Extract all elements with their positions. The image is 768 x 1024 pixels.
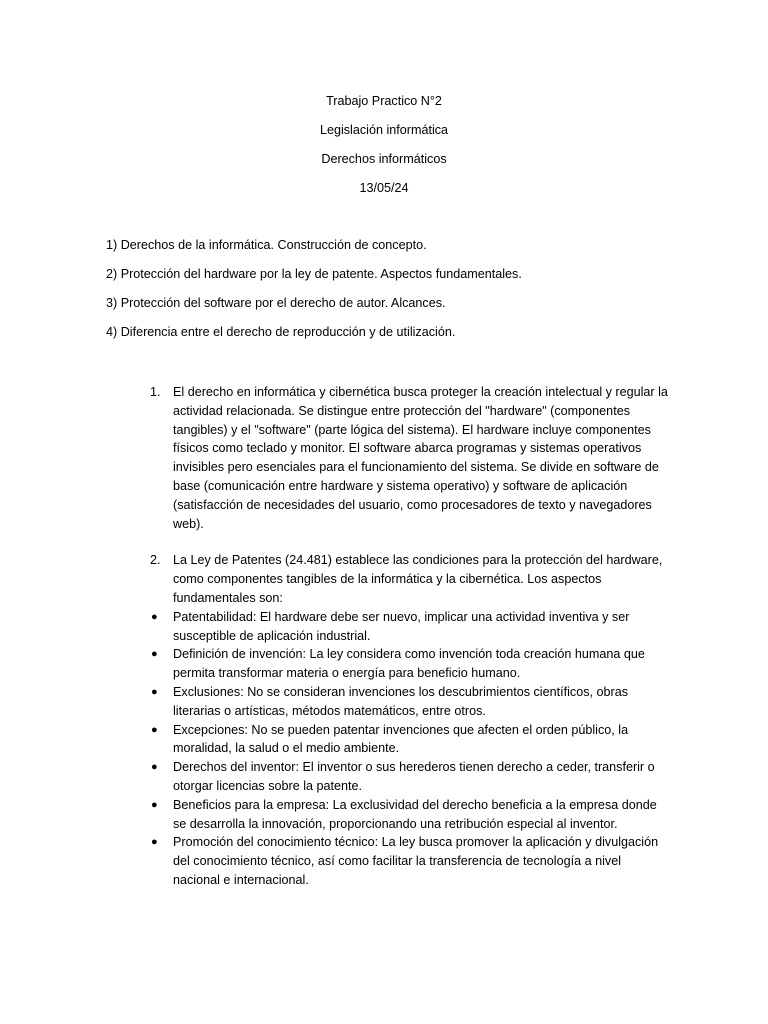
list-item-text: Excepciones: No se pueden patentar invenciones que afecten el orden público, la moralidad, la salud o el medio ambiente. xyxy=(173,722,629,756)
document-topic: Derechos informáticos xyxy=(321,152,447,166)
document-header xyxy=(0,92,768,208)
question-1: 1) Derechos de la informática. Construcción de concepto. xyxy=(106,238,427,252)
question-2: 2) Protección del hardware por la ley de patente. Aspectos fundamentales. xyxy=(106,267,522,281)
bullet-icon: ● xyxy=(151,798,158,811)
list-item-text: Promoción del conocimiento técnico: La ley busca promover la aplicación y divulgación del conocimiento técnico, así como facilitar la transferencia de tecnología a nivel nacional e internacional. xyxy=(173,835,659,887)
list-item xyxy=(151,758,670,796)
list-item xyxy=(151,608,670,646)
bullet-icon: ● xyxy=(151,761,158,774)
bullet-list xyxy=(151,608,670,890)
answer-list xyxy=(150,383,670,890)
question-3: 3) Protección del software por el derecho de autor. Alcances. xyxy=(106,296,446,310)
answer-number: 1. xyxy=(150,385,161,399)
answer-1 xyxy=(150,383,670,533)
list-item xyxy=(151,833,670,889)
question-list xyxy=(106,236,726,352)
list-item xyxy=(151,796,670,834)
document-title: Trabajo Practico N°2 xyxy=(326,94,442,108)
answer-number: 2. xyxy=(150,553,161,568)
bullet-icon: ● xyxy=(151,685,158,698)
bullet-icon: ● xyxy=(151,836,158,849)
answer-text: El derecho en informática y cibernética busca proteger la creación intelectual y regular la actividad relacionada. Se distingue entre protección del "hardware" (componentes tangibles) y el "software" (parte lógica del sistema). El hardware incluye componentes físicos como teclado y monitor. El software abarca programas y sistemas operativos invisibles pero esenciales para el funcionamiento del sistema. Se divide en software de base (comunicación entre hardware y sistema operativo) y software de aplicación (satisfacción de necesidades del usuario, como procesadores de texto y navegadores web). xyxy=(173,385,668,531)
list-item xyxy=(151,721,670,759)
question-4: 4) Diferencia entre el derecho de reproducción y de utilización. xyxy=(106,325,456,339)
bullet-icon: ● xyxy=(151,610,158,623)
list-item-text: Derechos del inventor: El inventor o sus herederos tienen derecho a ceder, transferir o otorgar licencias sobre la patente. xyxy=(173,760,655,793)
list-item-text: Beneficios para la empresa: La exclusividad del derecho beneficia a la empresa donde se desarrolla la innovación, proporcionando una retribución especial al inventor. xyxy=(173,797,657,831)
document-subject: Legislación informática xyxy=(319,123,449,137)
list-item-text: Definición de invención: La ley considera como invención toda creación humana que permita transformar materia o energía para beneficio humano. xyxy=(173,647,645,681)
document-date: 13/05/24 xyxy=(359,181,409,195)
answer-text: La Ley de Patentes (24.481) establece las condiciones para la protección del hardware, como componentes tangibles de la informática y la cibernética. Los aspectos fundamentales son: xyxy=(173,553,663,605)
list-item-text: Exclusiones: No se consideran invenciones los descubrimientos científicos, obras literarias o artísticas, métodos matemáticos, entre otros. xyxy=(173,684,629,718)
list-item xyxy=(151,645,670,683)
bullet-icon: ● xyxy=(151,648,158,661)
bullet-icon: ● xyxy=(151,723,158,736)
list-item-text: Patentabilidad: El hardware debe ser nuevo, implicar una actividad inventiva y ser susceptible de aplicación industrial. xyxy=(173,609,630,643)
answer-2 xyxy=(150,551,670,889)
list-item xyxy=(151,683,670,721)
